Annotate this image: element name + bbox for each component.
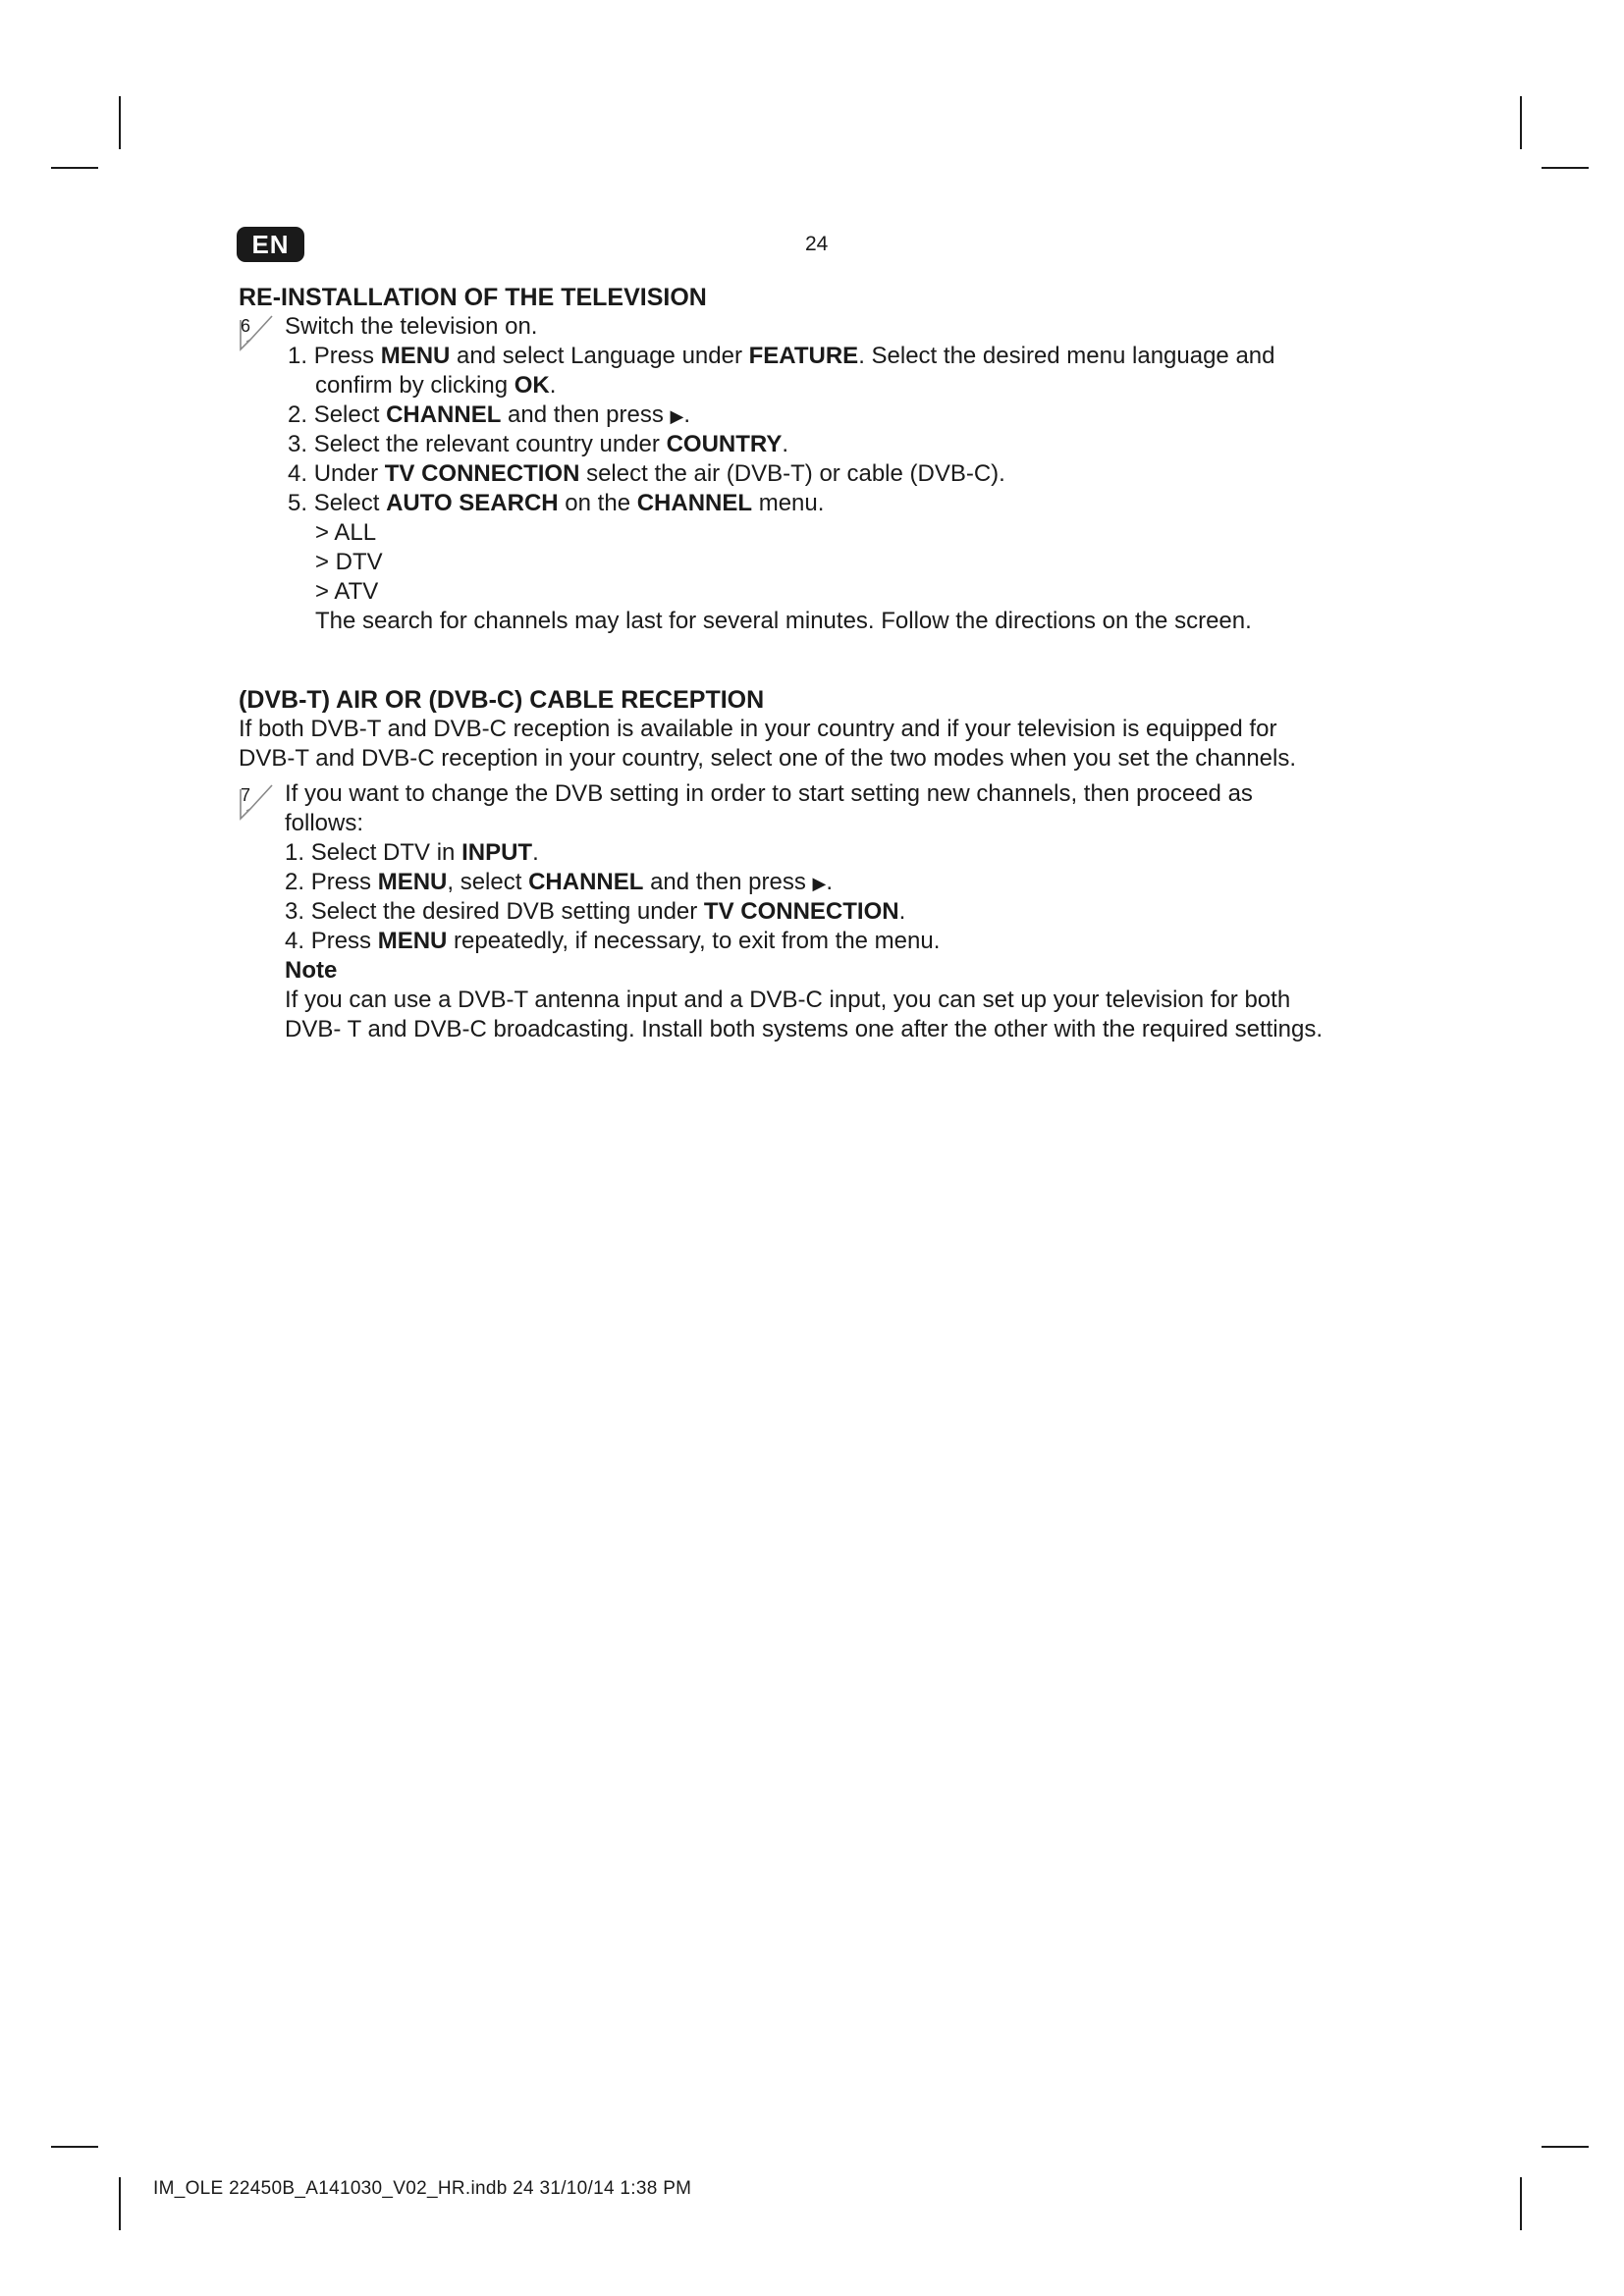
crop-mark-top-right-h [1542,167,1589,169]
note-text-line-2: follows: [285,810,364,836]
page-number: 24 [805,233,829,255]
crop-mark-top-left [119,96,121,149]
crop-mark-bottom-right [1520,2177,1522,2230]
option-atv: > ATV [315,578,379,605]
play-arrow-icon: ▶ [812,874,827,893]
note-pencil-icon [239,781,276,821]
option-dtv: > DTV [315,549,383,575]
step-2: 2. Select CHANNEL and then press ▶. [288,401,691,428]
language-badge: EN [237,227,304,262]
paragraph-line-1: If both DVB-T and DVB-C reception is available in your country and if your television is equipped for [239,716,1277,742]
intro-text: Switch the television on. [285,313,538,340]
note-pencil-icon [239,312,276,351]
print-footer: IM_OLE 22450B_A141030_V02_HR.indb 24 31/10/14 1:38 PM [153,2178,692,2199]
note-number: 7 [241,785,251,805]
step-1: 1. Press MENU and select Language under FEATURE. Select the desired menu language and [288,343,1275,369]
crop-mark-bottom-right-h [1542,2146,1589,2148]
note-number: 6 [241,316,251,336]
crop-mark-top-left-h [51,167,98,169]
crop-mark-top-right [1520,96,1522,149]
step-5: 5. Select AUTO SEARCH on the CHANNEL menu. [288,490,825,516]
step-3: 3. Select the desired DVB setting under TV CONNECTION. [285,898,906,925]
note-label: Note [285,957,338,984]
note-text-line-1: If you want to change the DVB setting in order to start setting new channels, then proceed as [285,780,1253,807]
step-1-continued: confirm by clicking OK. [315,372,557,399]
search-note: The search for channels may last for several minutes. Follow the directions on the screen. [315,608,1252,634]
section-title-dvb-reception: (DVB-T) AIR OR (DVB-C) CABLE RECEPTION [239,686,765,714]
step-3: 3. Select the relevant country under COUNTRY. [288,431,789,457]
option-all: > ALL [315,519,377,546]
step-1: 1. Select DTV in INPUT. [285,839,539,866]
crop-mark-bottom-left [119,2177,121,2230]
play-arrow-icon: ▶ [670,406,684,426]
section-title-reinstallation: RE-INSTALLATION OF THE TELEVISION [239,284,707,311]
crop-mark-bottom-left-h [51,2146,98,2148]
step-4: 4. Press MENU repeatedly, if necessary, to exit from the menu. [285,928,941,954]
note-body-line-2: DVB- T and DVB-C broadcasting. Install both systems one after the other with the required settings. [285,1016,1323,1042]
paragraph-line-2: DVB-T and DVB-C reception in your country, select one of the two modes when you set the channels. [239,745,1297,772]
step-2: 2. Press MENU, select CHANNEL and then press ▶. [285,869,834,895]
step-4: 4. Under TV CONNECTION select the air (DVB-T) or cable (DVB-C). [288,460,1005,487]
note-body-line-1: If you can use a DVB-T antenna input and a DVB-C input, you can set up your television for both [285,987,1291,1013]
